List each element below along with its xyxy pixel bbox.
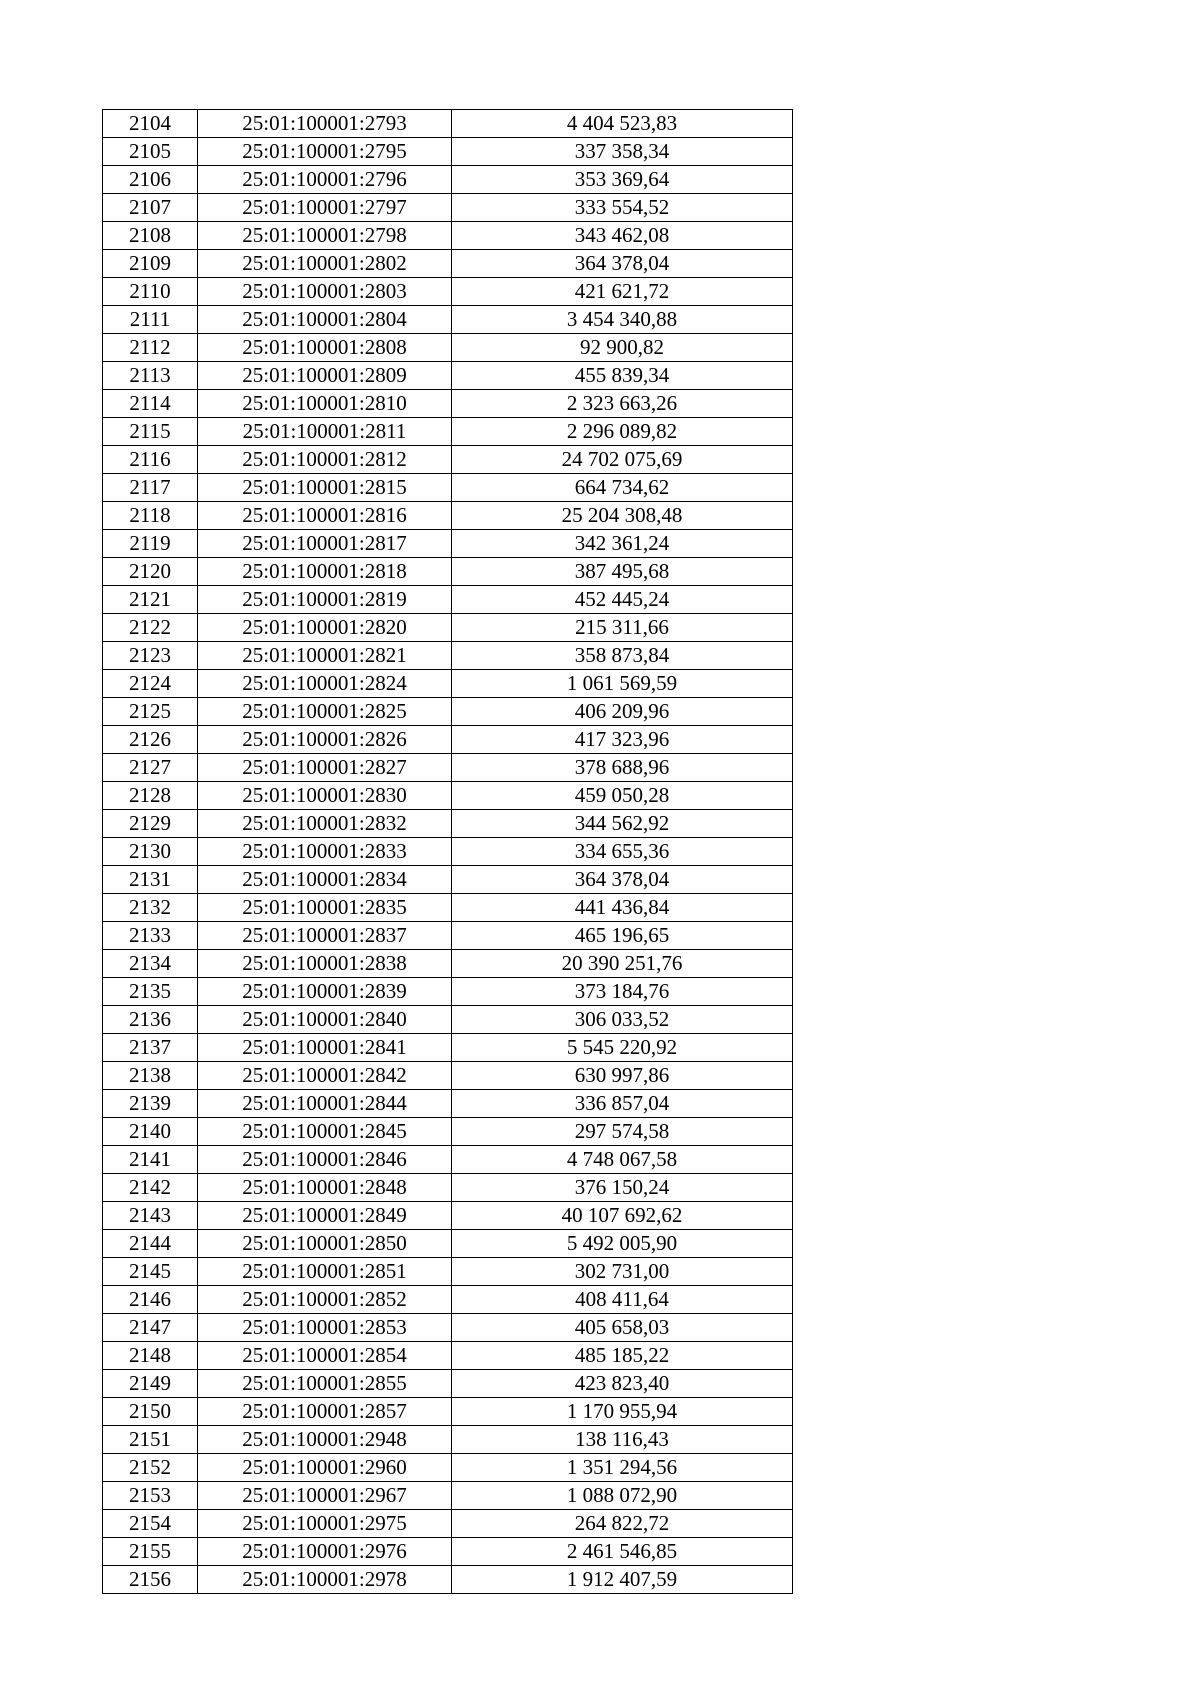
cadastral-value-cell: 1 912 407,59 (452, 1566, 793, 1594)
cadastral-value-cell: 344 562,92 (452, 810, 793, 838)
row-number-cell: 2109 (103, 250, 198, 278)
cadastral-value-cell: 441 436,84 (452, 894, 793, 922)
row-number-cell: 2144 (103, 1230, 198, 1258)
table-row (103, 166, 793, 194)
cadastral-value-table (102, 109, 793, 1594)
cadastral-value-cell: 2 461 546,85 (452, 1538, 793, 1566)
cadastral-number-cell: 25:01:100001:2850 (198, 1230, 452, 1258)
table-row (103, 1202, 793, 1230)
cadastral-number-cell: 25:01:100001:2817 (198, 530, 452, 558)
row-number-cell: 2117 (103, 474, 198, 502)
row-number-cell: 2124 (103, 670, 198, 698)
cadastral-number-cell: 25:01:100001:2844 (198, 1090, 452, 1118)
row-number-cell: 2140 (103, 1118, 198, 1146)
row-number-cell: 2135 (103, 978, 198, 1006)
cadastral-number-cell: 25:01:100001:2815 (198, 474, 452, 502)
row-number-cell: 2113 (103, 362, 198, 390)
row-number-cell: 2104 (103, 110, 198, 138)
cadastral-value-cell: 376 150,24 (452, 1174, 793, 1202)
table-row (103, 446, 793, 474)
cadastral-number-cell: 25:01:100001:2857 (198, 1398, 452, 1426)
cadastral-value-cell: 378 688,96 (452, 754, 793, 782)
row-number-cell: 2137 (103, 1034, 198, 1062)
cadastral-value-cell: 264 822,72 (452, 1510, 793, 1538)
table-row (103, 1482, 793, 1510)
table-row (103, 390, 793, 418)
cadastral-number-cell: 25:01:100001:2830 (198, 782, 452, 810)
row-number-cell: 2115 (103, 418, 198, 446)
cadastral-value-cell: 334 655,36 (452, 838, 793, 866)
cadastral-value-cell: 215 311,66 (452, 614, 793, 642)
cadastral-number-cell: 25:01:100001:2809 (198, 362, 452, 390)
cadastral-value-cell: 630 997,86 (452, 1062, 793, 1090)
cadastral-number-cell: 25:01:100001:2812 (198, 446, 452, 474)
cadastral-value-cell: 423 823,40 (452, 1370, 793, 1398)
cadastral-number-cell: 25:01:100001:2855 (198, 1370, 452, 1398)
row-number-cell: 2150 (103, 1398, 198, 1426)
row-number-cell: 2138 (103, 1062, 198, 1090)
table-row (103, 334, 793, 362)
cadastral-number-cell: 25:01:100001:2975 (198, 1510, 452, 1538)
table-row (103, 698, 793, 726)
table-row (103, 418, 793, 446)
cadastral-number-cell: 25:01:100001:2820 (198, 614, 452, 642)
cadastral-number-cell: 25:01:100001:2793 (198, 110, 452, 138)
cadastral-number-cell: 25:01:100001:2834 (198, 866, 452, 894)
cadastral-number-cell: 25:01:100001:2846 (198, 1146, 452, 1174)
cadastral-value-cell: 417 323,96 (452, 726, 793, 754)
cadastral-value-cell: 3 454 340,88 (452, 306, 793, 334)
table-row (103, 1454, 793, 1482)
cadastral-number-cell: 25:01:100001:2821 (198, 642, 452, 670)
table-row (103, 222, 793, 250)
row-number-cell: 2126 (103, 726, 198, 754)
row-number-cell: 2111 (103, 306, 198, 334)
cadastral-value-cell: 406 209,96 (452, 698, 793, 726)
cadastral-number-cell: 25:01:100001:2808 (198, 334, 452, 362)
cadastral-value-cell: 2 296 089,82 (452, 418, 793, 446)
cadastral-value-cell: 664 734,62 (452, 474, 793, 502)
cadastral-value-cell: 459 050,28 (452, 782, 793, 810)
row-number-cell: 2106 (103, 166, 198, 194)
cadastral-value-cell: 337 358,34 (452, 138, 793, 166)
cadastral-value-cell: 306 033,52 (452, 1006, 793, 1034)
table-row (103, 866, 793, 894)
row-number-cell: 2108 (103, 222, 198, 250)
table-row (103, 950, 793, 978)
cadastral-value-cell: 20 390 251,76 (452, 950, 793, 978)
row-number-cell: 2128 (103, 782, 198, 810)
table-body (103, 110, 793, 1594)
cadastral-number-cell: 25:01:100001:2835 (198, 894, 452, 922)
cadastral-value-cell: 24 702 075,69 (452, 446, 793, 474)
table-row (103, 586, 793, 614)
table-row (103, 1146, 793, 1174)
cadastral-number-cell: 25:01:100001:2802 (198, 250, 452, 278)
row-number-cell: 2110 (103, 278, 198, 306)
table-row (103, 894, 793, 922)
cadastral-value-cell: 333 554,52 (452, 194, 793, 222)
row-number-cell: 2154 (103, 1510, 198, 1538)
table-row (103, 1566, 793, 1594)
cadastral-value-cell: 342 361,24 (452, 530, 793, 558)
cadastral-number-cell: 25:01:100001:2852 (198, 1286, 452, 1314)
table-row (103, 1510, 793, 1538)
row-number-cell: 2149 (103, 1370, 198, 1398)
row-number-cell: 2118 (103, 502, 198, 530)
table-row (103, 782, 793, 810)
row-number-cell: 2145 (103, 1258, 198, 1286)
row-number-cell: 2120 (103, 558, 198, 586)
cadastral-value-cell: 1 170 955,94 (452, 1398, 793, 1426)
cadastral-value-cell: 405 658,03 (452, 1314, 793, 1342)
table-row (103, 1062, 793, 1090)
table-row (103, 1314, 793, 1342)
cadastral-number-cell: 25:01:100001:2833 (198, 838, 452, 866)
cadastral-number-cell: 25:01:100001:2948 (198, 1426, 452, 1454)
table-row (103, 362, 793, 390)
cadastral-value-cell: 5 492 005,90 (452, 1230, 793, 1258)
cadastral-value-cell: 2 323 663,26 (452, 390, 793, 418)
cadastral-number-cell: 25:01:100001:2826 (198, 726, 452, 754)
table-row (103, 502, 793, 530)
cadastral-value-cell: 302 731,00 (452, 1258, 793, 1286)
row-number-cell: 2134 (103, 950, 198, 978)
row-number-cell: 2146 (103, 1286, 198, 1314)
cadastral-value-cell: 408 411,64 (452, 1286, 793, 1314)
table-row (103, 1286, 793, 1314)
table-row (103, 474, 793, 502)
row-number-cell: 2125 (103, 698, 198, 726)
table-row (103, 138, 793, 166)
table-row (103, 1370, 793, 1398)
cadastral-number-cell: 25:01:100001:2832 (198, 810, 452, 838)
table-row (103, 1426, 793, 1454)
cadastral-number-cell: 25:01:100001:2851 (198, 1258, 452, 1286)
cadastral-number-cell: 25:01:100001:2796 (198, 166, 452, 194)
cadastral-number-cell: 25:01:100001:2960 (198, 1454, 452, 1482)
row-number-cell: 2142 (103, 1174, 198, 1202)
table-row (103, 558, 793, 586)
cadastral-value-cell: 343 462,08 (452, 222, 793, 250)
cadastral-number-cell: 25:01:100001:2811 (198, 418, 452, 446)
cadastral-number-cell: 25:01:100001:2816 (198, 502, 452, 530)
cadastral-number-cell: 25:01:100001:2839 (198, 978, 452, 1006)
row-number-cell: 2136 (103, 1006, 198, 1034)
cadastral-number-cell: 25:01:100001:2849 (198, 1202, 452, 1230)
cadastral-value-cell: 455 839,34 (452, 362, 793, 390)
table-row (103, 614, 793, 642)
row-number-cell: 2153 (103, 1482, 198, 1510)
cadastral-value-cell: 1 061 569,59 (452, 670, 793, 698)
cadastral-number-cell: 25:01:100001:2845 (198, 1118, 452, 1146)
table-row (103, 1090, 793, 1118)
cadastral-value-cell: 387 495,68 (452, 558, 793, 586)
row-number-cell: 2130 (103, 838, 198, 866)
table-row (103, 1538, 793, 1566)
row-number-cell: 2148 (103, 1342, 198, 1370)
table-row (103, 922, 793, 950)
row-number-cell: 2143 (103, 1202, 198, 1230)
table-row (103, 110, 793, 138)
table-row (103, 1230, 793, 1258)
row-number-cell: 2105 (103, 138, 198, 166)
cadastral-number-cell: 25:01:100001:2819 (198, 586, 452, 614)
cadastral-value-cell: 353 369,64 (452, 166, 793, 194)
cadastral-number-cell: 25:01:100001:2810 (198, 390, 452, 418)
table-row (103, 670, 793, 698)
row-number-cell: 2131 (103, 866, 198, 894)
cadastral-number-cell: 25:01:100001:2854 (198, 1342, 452, 1370)
table-row (103, 306, 793, 334)
cadastral-value-cell: 1 351 294,56 (452, 1454, 793, 1482)
cadastral-value-cell: 364 378,04 (452, 250, 793, 278)
cadastral-value-cell: 358 873,84 (452, 642, 793, 670)
cadastral-number-cell: 25:01:100001:2842 (198, 1062, 452, 1090)
cadastral-number-cell: 25:01:100001:2978 (198, 1566, 452, 1594)
cadastral-number-cell: 25:01:100001:2827 (198, 754, 452, 782)
row-number-cell: 2112 (103, 334, 198, 362)
cadastral-number-cell: 25:01:100001:2967 (198, 1482, 452, 1510)
cadastral-number-cell: 25:01:100001:2803 (198, 278, 452, 306)
table-row (103, 1006, 793, 1034)
cadastral-value-cell: 452 445,24 (452, 586, 793, 614)
cadastral-number-cell: 25:01:100001:2837 (198, 922, 452, 950)
row-number-cell: 2155 (103, 1538, 198, 1566)
row-number-cell: 2156 (103, 1566, 198, 1594)
row-number-cell: 2127 (103, 754, 198, 782)
cadastral-number-cell: 25:01:100001:2841 (198, 1034, 452, 1062)
cadastral-number-cell: 25:01:100001:2804 (198, 306, 452, 334)
cadastral-value-cell: 465 196,65 (452, 922, 793, 950)
cadastral-value-cell: 297 574,58 (452, 1118, 793, 1146)
cadastral-value-cell: 138 116,43 (452, 1426, 793, 1454)
cadastral-number-cell: 25:01:100001:2798 (198, 222, 452, 250)
cadastral-number-cell: 25:01:100001:2797 (198, 194, 452, 222)
row-number-cell: 2121 (103, 586, 198, 614)
table-row (103, 978, 793, 1006)
table-row (103, 194, 793, 222)
table-row (103, 250, 793, 278)
row-number-cell: 2116 (103, 446, 198, 474)
row-number-cell: 2122 (103, 614, 198, 642)
row-number-cell: 2132 (103, 894, 198, 922)
cadastral-value-cell: 485 185,22 (452, 1342, 793, 1370)
cadastral-value-cell: 1 088 072,90 (452, 1482, 793, 1510)
table-row (103, 1118, 793, 1146)
table-row (103, 278, 793, 306)
row-number-cell: 2152 (103, 1454, 198, 1482)
table-row (103, 810, 793, 838)
cadastral-value-cell: 421 621,72 (452, 278, 793, 306)
table-row (103, 530, 793, 558)
row-number-cell: 2119 (103, 530, 198, 558)
table-row (103, 1342, 793, 1370)
table-row (103, 1034, 793, 1062)
cadastral-value-cell: 25 204 308,48 (452, 502, 793, 530)
cadastral-number-cell: 25:01:100001:2795 (198, 138, 452, 166)
row-number-cell: 2139 (103, 1090, 198, 1118)
cadastral-value-cell: 336 857,04 (452, 1090, 793, 1118)
table-row (103, 1174, 793, 1202)
row-number-cell: 2151 (103, 1426, 198, 1454)
cadastral-value-cell: 4 748 067,58 (452, 1146, 793, 1174)
cadastral-value-cell: 373 184,76 (452, 978, 793, 1006)
table-row (103, 726, 793, 754)
cadastral-number-cell: 25:01:100001:2853 (198, 1314, 452, 1342)
cadastral-number-cell: 25:01:100001:2818 (198, 558, 452, 586)
cadastral-number-cell: 25:01:100001:2848 (198, 1174, 452, 1202)
cadastral-value-cell: 4 404 523,83 (452, 110, 793, 138)
cadastral-value-cell: 5 545 220,92 (452, 1034, 793, 1062)
row-number-cell: 2123 (103, 642, 198, 670)
cadastral-number-cell: 25:01:100001:2976 (198, 1538, 452, 1566)
cadastral-number-cell: 25:01:100001:2824 (198, 670, 452, 698)
cadastral-value-cell: 92 900,82 (452, 334, 793, 362)
row-number-cell: 2147 (103, 1314, 198, 1342)
table-row (103, 1258, 793, 1286)
row-number-cell: 2107 (103, 194, 198, 222)
row-number-cell: 2129 (103, 810, 198, 838)
table-row (103, 838, 793, 866)
table-row (103, 642, 793, 670)
cadastral-number-cell: 25:01:100001:2825 (198, 698, 452, 726)
row-number-cell: 2114 (103, 390, 198, 418)
cadastral-value-cell: 40 107 692,62 (452, 1202, 793, 1230)
cadastral-number-cell: 25:01:100001:2838 (198, 950, 452, 978)
cadastral-value-cell: 364 378,04 (452, 866, 793, 894)
row-number-cell: 2141 (103, 1146, 198, 1174)
row-number-cell: 2133 (103, 922, 198, 950)
table-row (103, 754, 793, 782)
table-row (103, 1398, 793, 1426)
cadastral-number-cell: 25:01:100001:2840 (198, 1006, 452, 1034)
